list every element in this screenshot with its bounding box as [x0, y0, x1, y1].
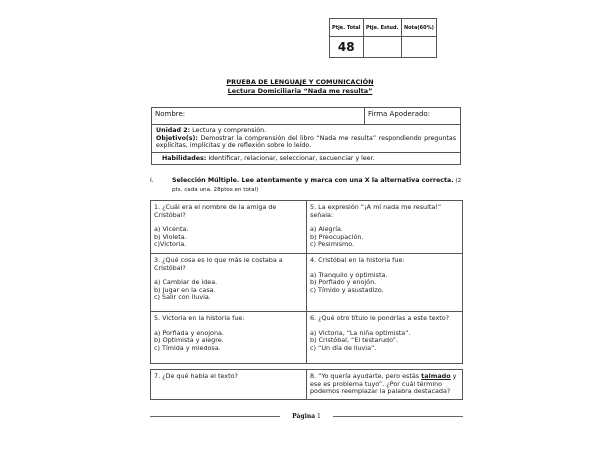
- guardian-signature-field[interactable]: [365, 108, 461, 125]
- option-b[interactable]: b) Jugar en la casa.: [154, 285, 216, 294]
- page-number: 1: [317, 413, 321, 420]
- question-text: [310, 373, 459, 396]
- name-field[interactable]: [152, 108, 365, 125]
- section-numeral: I.: [150, 177, 154, 184]
- option-b[interactable]: b) Violeta.: [154, 232, 187, 241]
- footer-divider-left: [150, 416, 280, 417]
- score-value-grade[interactable]: [401, 37, 436, 58]
- option-b[interactable]: b) Preocupación.: [310, 232, 364, 241]
- option-c[interactable]: c) Salir con lluvia.: [154, 293, 211, 302]
- question-text: 7. ¿De qué habla el texto?: [154, 372, 238, 380]
- objectives-cell: [152, 125, 461, 153]
- score-table: [329, 18, 437, 58]
- section-title: Selección Múltiple. Lee atentamente y marca con una X la alternativa correcta.: [172, 177, 454, 184]
- objective-text: Demostrar la comprensión del libro “Nada me resulta” respondiendo preguntas explícitas, implícitas y de reflexión sobre lo leído.: [156, 134, 456, 150]
- question-8: [307, 370, 463, 400]
- option-a[interactable]: a) Tranquilo y optimista.: [310, 270, 388, 279]
- skills-label: Habilidades:: [162, 154, 207, 162]
- question-text: 5. La expresión “¡A mí nada me resulta!” señala:: [310, 203, 442, 219]
- question-text: 3. ¿Qué cosa es lo que más le costaba a Cristóbal?: [154, 256, 283, 272]
- option-a[interactable]: a) Vicenta.: [154, 225, 189, 234]
- option-b[interactable]: b) Cristóbal, “El testarudo”.: [310, 336, 399, 345]
- option-b[interactable]: b) Porfiado y enojón.: [310, 278, 377, 287]
- question-text: 6. ¿Qué otro título le pondrías a este texto?: [310, 314, 450, 322]
- option-a[interactable]: a) Victoria, “La niña optimista”.: [310, 328, 411, 337]
- footer-divider-right: [333, 416, 463, 417]
- highlighted-word: taimado: [421, 372, 451, 380]
- question-text: 5. Victoria en la historia fue:: [154, 314, 245, 322]
- option-c[interactable]: c) “Un día de lluvia”.: [310, 343, 377, 352]
- option-b[interactable]: b) Optimista y alegre.: [154, 336, 224, 345]
- student-info-table: [151, 107, 461, 125]
- option-c[interactable]: c) Tímida y miedosa.: [154, 343, 221, 352]
- option-c[interactable]: c) Tímido y asustadizo.: [310, 285, 384, 294]
- questions-table-2: [150, 369, 463, 400]
- question-text: 1. ¿Cuál era el nombre de la amiga de Cristóbal?: [154, 203, 277, 219]
- question-7: [151, 370, 307, 400]
- score-value-student[interactable]: [363, 37, 401, 58]
- score-header-total: Ptje. Total: [330, 19, 364, 37]
- option-c[interactable]: c) Pesimismo.: [310, 240, 355, 249]
- objectives-table: [151, 124, 461, 165]
- skills-cell: [152, 152, 461, 165]
- question-5a: [307, 201, 463, 254]
- option-a[interactable]: a) Cambiar de idea.: [154, 278, 218, 287]
- option-a[interactable]: a) Porfiada y enojona.: [154, 328, 224, 337]
- objective-label: Objetivo(s):: [156, 134, 198, 142]
- unit-label: Unidad 2:: [156, 127, 191, 134]
- page-subtitle: Lectura Domiciliaria “Nada me resulta”: [227, 87, 373, 95]
- page-footer: [150, 413, 463, 420]
- page-label: Página: [292, 413, 316, 420]
- question-text: 4. Cristóbal en la historia fue:: [310, 256, 405, 264]
- option-a[interactable]: a) Alegría.: [310, 225, 343, 234]
- question-8-text-end: y ese es problema tuyo”. ¿Por cuál término podemos reemplazar la palabra destacada?: [310, 372, 457, 396]
- skills-text: Identificar, relacionar, seleccionar, secuenciar y leer.: [206, 154, 375, 162]
- score-value-total: 48: [330, 37, 364, 58]
- guardian-signature-label: Firma Apoderado:: [368, 110, 431, 118]
- question-3: [151, 254, 307, 312]
- unit-text: Lectura y comprensión.: [190, 127, 267, 134]
- question-1: [151, 201, 307, 254]
- score-header-grade: Nota(60%): [401, 19, 436, 37]
- page-title: PRUEBA DE LENGUAJE Y COMUNICACIÓN: [226, 78, 374, 86]
- question-8-text-start: 8. “Yo quería ayudarte, pero estás: [310, 372, 422, 380]
- question-4: [307, 254, 463, 312]
- score-header-student: Ptje. Estud.: [363, 19, 401, 37]
- questions-table: [150, 200, 463, 364]
- option-c[interactable]: c)Victoria.: [154, 240, 187, 249]
- name-label: Nombre:: [155, 110, 186, 118]
- question-5b: [151, 312, 307, 364]
- section-points: (2 pts. cada una. 28ptos en total): [172, 178, 462, 193]
- question-6: [307, 312, 463, 364]
- section-heading: [150, 177, 465, 194]
